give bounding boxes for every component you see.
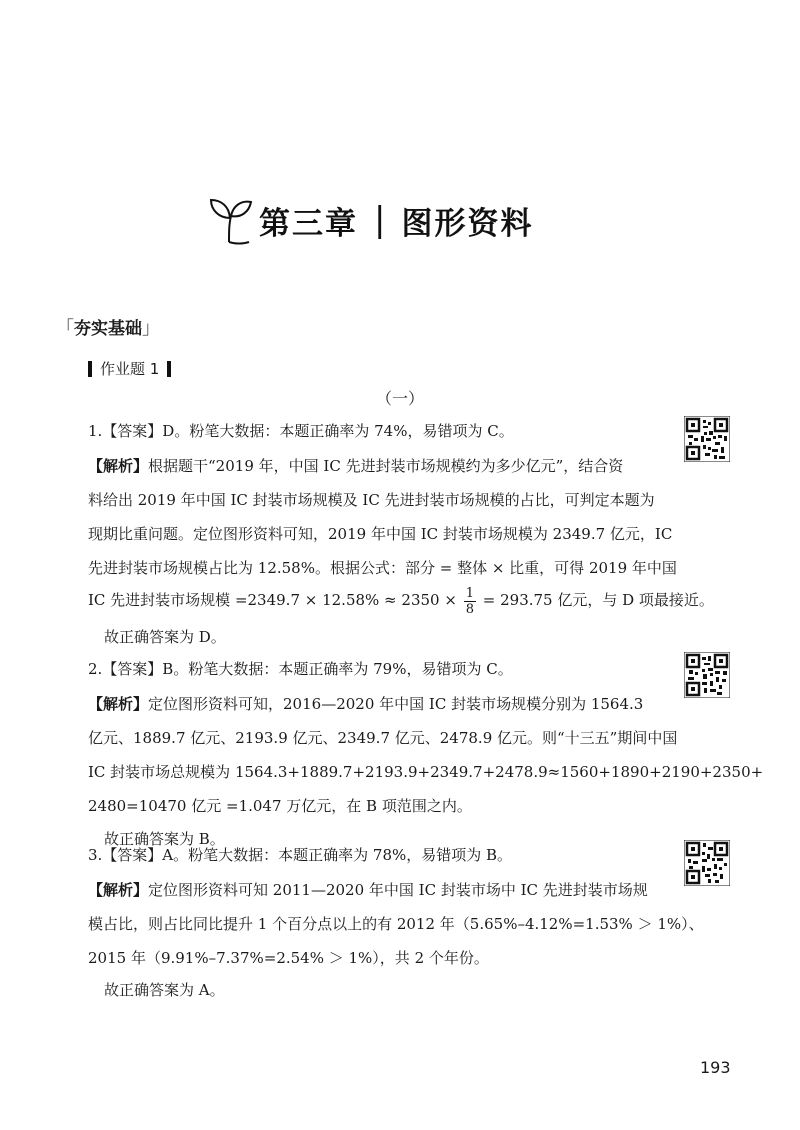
q3-conclusion: 故正确答案为 A。 xyxy=(104,981,225,999)
homework-right-bar xyxy=(167,361,171,377)
homework-left-bar xyxy=(88,361,92,377)
q1-fraction-numerator: 1 xyxy=(465,585,474,601)
q2-analysis-label: 【解析】 xyxy=(88,695,149,713)
q1-analysis-line-3: 现期比重问题。定位图形资料可知，2019 年中国 IC 封装市场规模为 2349.7 亿元，IC xyxy=(88,525,673,543)
q1-header: 1.【答案】D。粉笔大数据：本题正确率为 74%，易错项为 C。 xyxy=(88,422,514,440)
q1-fraction-denominator: 8 xyxy=(465,601,474,617)
q3-analysis-line-3: 2015 年（9.91%–7.37%=2.54% ＞ 1%），共 2 个年份。 xyxy=(88,949,489,967)
chapter-title: 第三章 xyxy=(259,205,358,242)
q1-analysis-text-1: 根据题干“2019 年，中国 IC 先进封装市场规模约为多少亿元”，结合资 xyxy=(148,457,624,475)
q2-analysis-line-1 xyxy=(88,687,648,721)
section-open-bracket: 「 xyxy=(56,318,74,339)
sprout-icon xyxy=(205,194,255,246)
q1-analysis-label: 【解析】 xyxy=(88,457,149,475)
q2-analysis-line-2: 亿元、1889.7 亿元、2193.9 亿元、2349.7 亿元、2478.9 亿元。则“十三五”期间中国 xyxy=(88,729,678,747)
q3-analysis-text-1: 定位图形资料可知 2011—2020 年中国 IC 封装市场中 IC 先进封装市场规 xyxy=(148,881,648,899)
section-close-bracket: 」 xyxy=(142,318,160,339)
q1-analysis-line-1 xyxy=(88,449,648,483)
chapter-separator: | xyxy=(374,200,386,240)
homework-heading xyxy=(88,358,171,379)
q2-analysis-line-3: IC 封装市场总规模为 1564.3+1889.7+2193.9+2349.7+2478.9≈1560+1890+2190+2350+ xyxy=(88,763,764,781)
q1-formula-after: = 293.75 亿元，与 D 项最接近。 xyxy=(482,591,714,609)
homework-title: 作业题 1 xyxy=(100,360,160,378)
chapter-subtitle: 图形资料 xyxy=(401,205,534,242)
part-heading: （一） xyxy=(375,389,424,408)
q1-formula-before: IC 先进封装市场规模 =2349.7 × 12.58% ≈ 2350 × xyxy=(88,591,457,609)
q2-header: 2.【答案】B。粉笔大数据：本题正确率为 79%，易错项为 C。 xyxy=(88,660,513,678)
q1-fraction xyxy=(464,586,476,617)
q2-qr-code-icon xyxy=(684,652,730,698)
q3-analysis-line-1 xyxy=(88,873,648,907)
q2-analysis-line-4: 2480=10470 亿元 =1.047 万亿元，在 B 项范围之内。 xyxy=(88,797,472,815)
q2-analysis-text-1: 定位图形资料可知，2016—2020 年中国 IC 封装市场规模分别为 1564.3 xyxy=(148,695,644,713)
section-title: 夯实基础 xyxy=(74,319,142,339)
q1-qr-code-icon xyxy=(684,416,730,462)
q2-conclusion: 故正确答案为 B。 xyxy=(104,830,225,848)
q1-analysis-line-4: 先进封装市场规模占比为 12.58%。根据公式：部分 = 整体 × 比重，可得 2019 年中国 xyxy=(88,559,677,577)
chapter-header xyxy=(205,190,533,250)
q3-analysis-label: 【解析】 xyxy=(88,881,149,899)
q1-formula-line xyxy=(88,583,714,617)
q3-header: 3.【答案】A。粉笔大数据：本题正确率为 78%，易错项为 B。 xyxy=(88,846,513,864)
q1-analysis-line-2: 料给出 2019 年中国 IC 封装市场规模及 IC 先进封装市场规模的占比，可判定本题为 xyxy=(88,491,655,509)
q1-conclusion: 故正确答案为 D。 xyxy=(104,628,226,646)
section-heading xyxy=(56,314,160,340)
q3-analysis-line-2: 模占比，则占比同比提升 1 个百分点以上的有 2012 年（5.65%–4.12%=1.53% ＞ 1%）、 xyxy=(88,915,704,933)
page-number: 193 xyxy=(700,1058,731,1077)
q3-qr-code-icon xyxy=(684,840,730,886)
